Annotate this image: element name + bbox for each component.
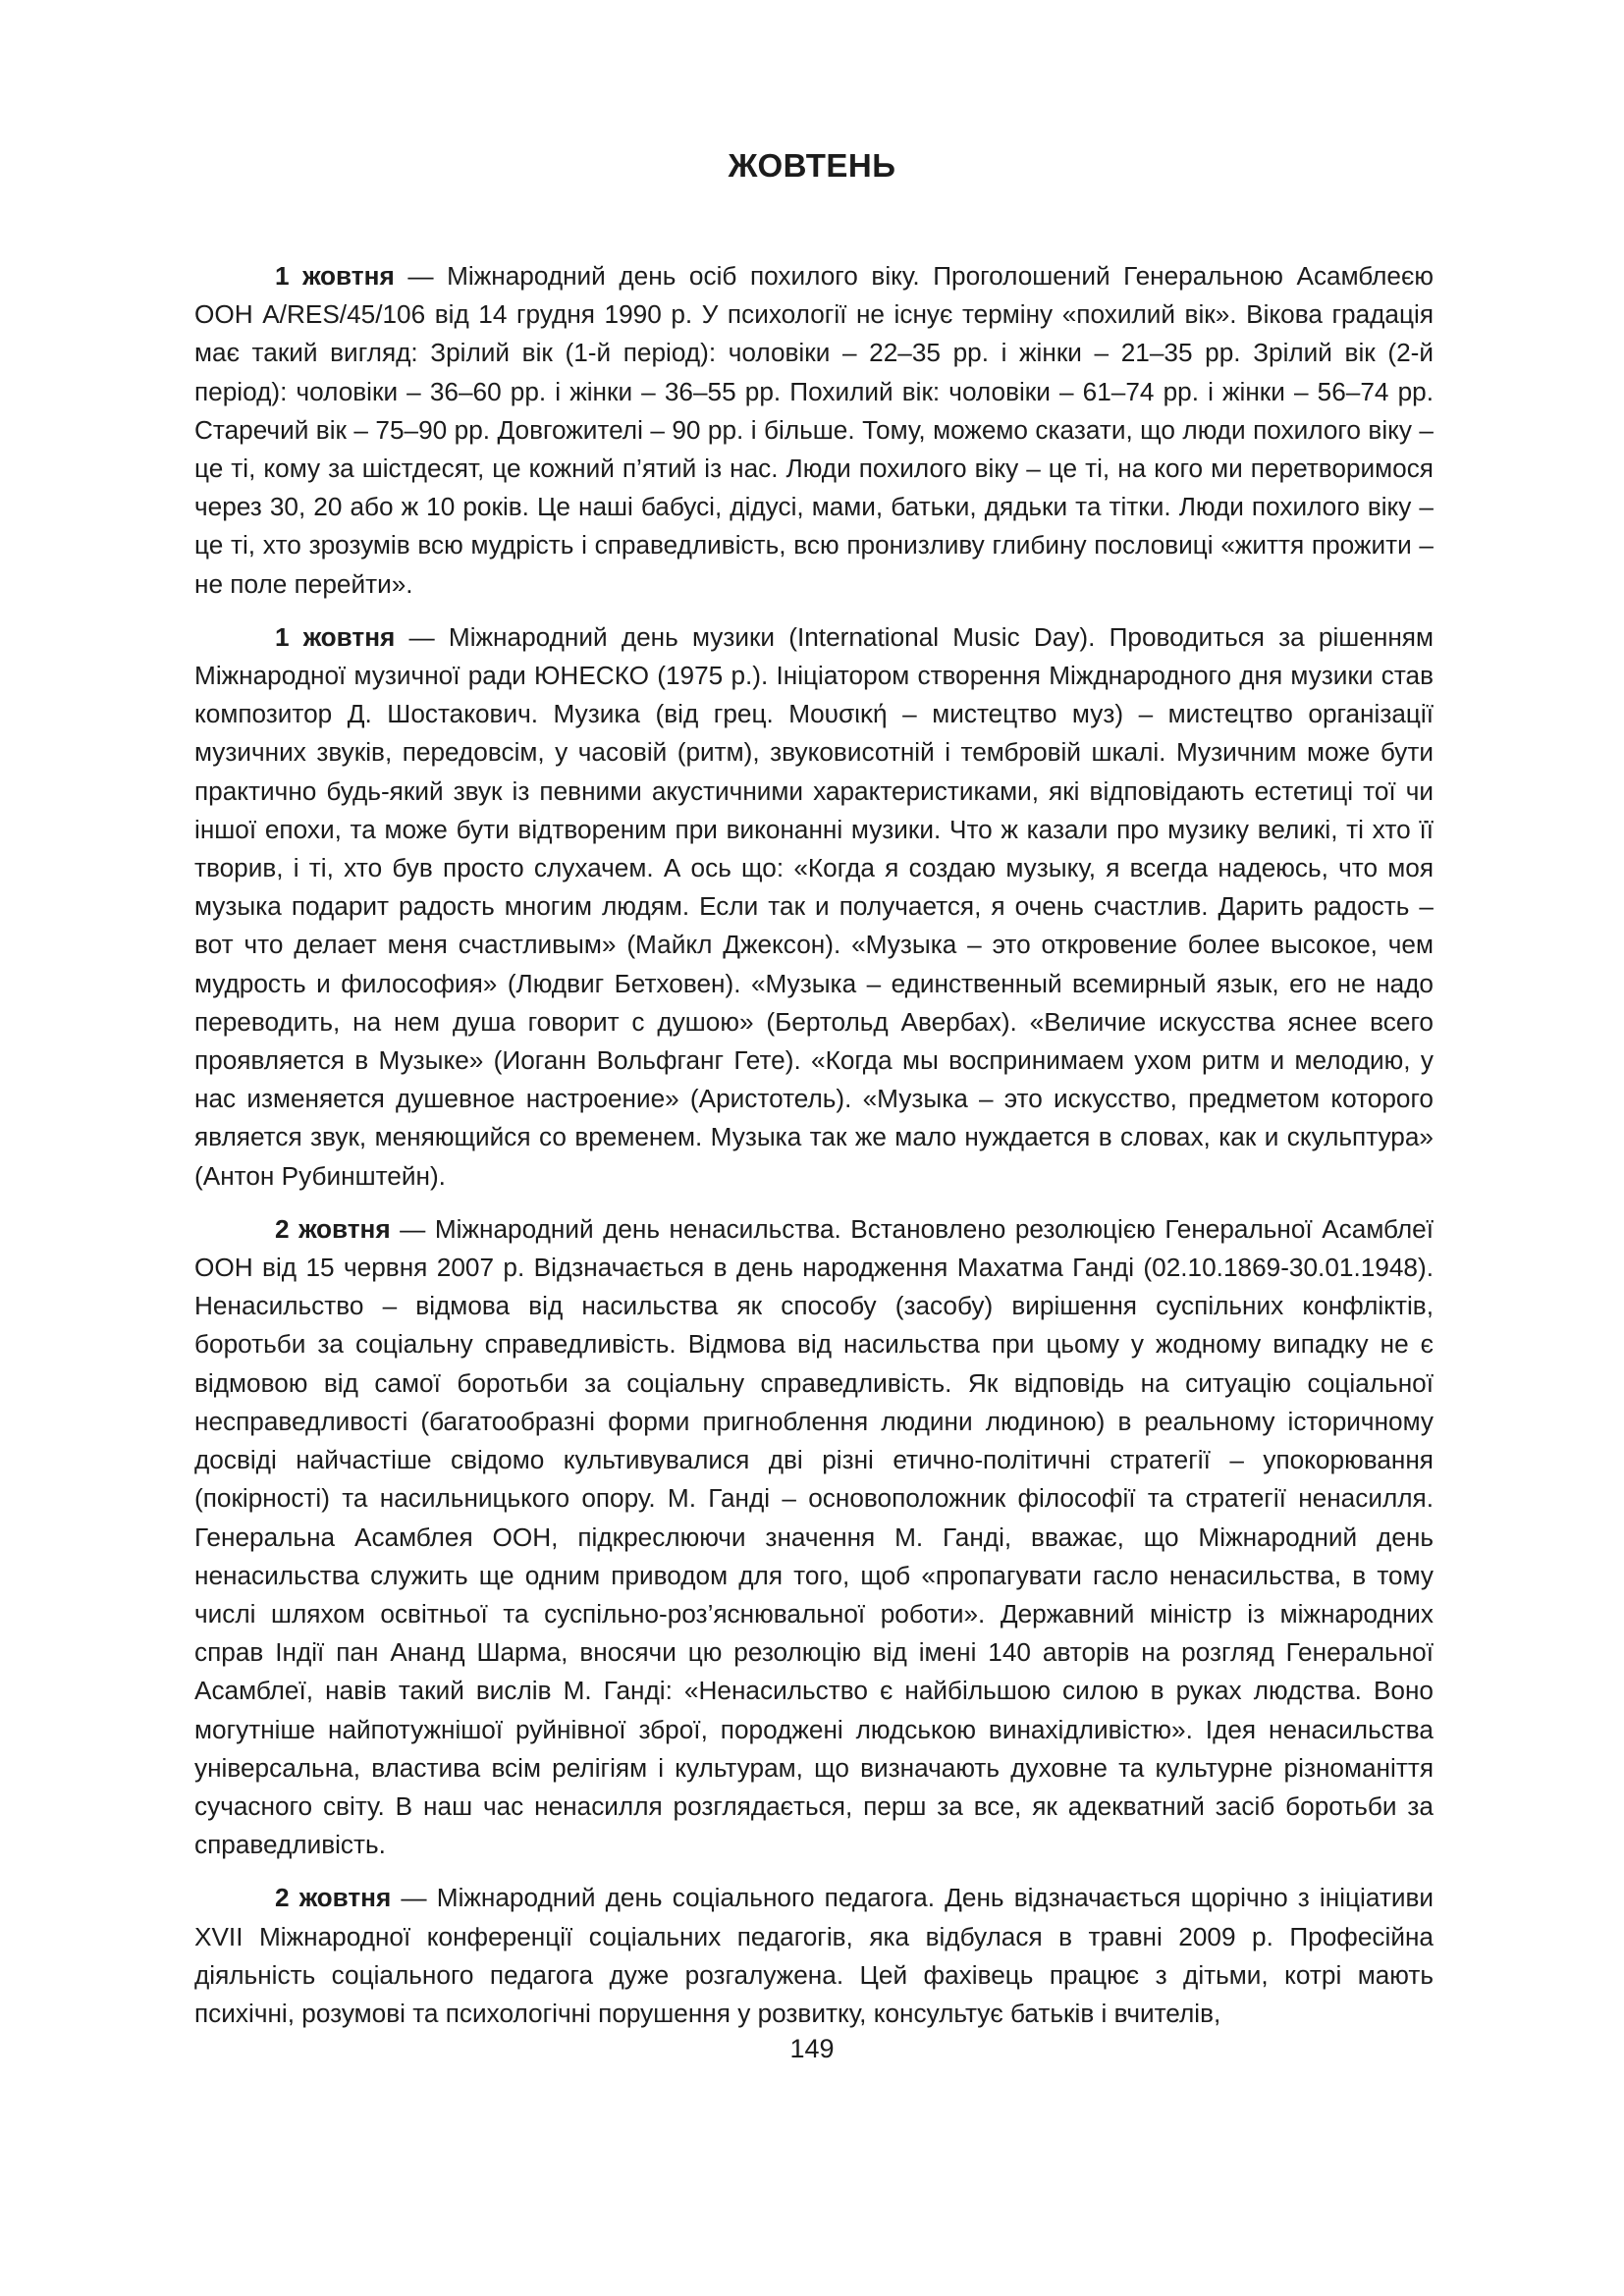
entry-date: 1 жовтня [275,621,396,652]
entry-social-pedagogue-day [194,1879,1434,2033]
entry-text: — Міжнародний день ненасильства. Встановлено резолюцією Генеральної Асамблеї ООН від 15 червня 2007 р. Відзначається в день народження Махатма Ганді (02.10.1869-30.01.1948). Ненасильство – відмова від насильства як способу (засобу) вирішення суспільних конфліктів, боротьби за соціальну справедливість. Відмова від насильства при цьому у жодному випадку не є відмовою від самої боротьби за соціальну справедливість. Як відповідь на ситуацію соціальної несправедливості (багатообразні форми пригноблення людини людиною) в реальному історичному досвіді найчастіше свідомо культивувалися дві різні етично-політичні стратегії – упокорювання (покірності) та насильницького опору. М. Ганді – основоположник філософії та стратегії ненасилля. Генеральна Асамблея ООН, підкреслюючи значення М. Ганді, вважає, що Міжнародний день ненасильства служить ще одним приводом для того, щоб «пропагувати гасло ненасильства, в тому числі шляхом освітньої та суспільно-роз’яснювальної роботи». Державний міністр із міжнародних справ Індії пан Ананд Шарма, вносячи цю резолюцію від імені 140 авторів на розгляд Генеральної Асамблеї, навів такий вислів М. Ганді: «Ненасильство є найбільшою силою в руках людства. Воно могутніше найпотужнішої руйнівної зброї, породжені людською винахідливістю». Ідея ненасильства універсальна, властива всім релігіям і культурам, що визначають духовне та культурне різноманіття сучасного світу. В наш час ненасилля розглядається, перш за все, як адекватний засіб боротьби за справедливість. [194,1213,1434,1860]
page-number: 149 [789,2034,835,2063]
entry-international-day-of-older-persons [194,257,1434,604]
entry-date: 2 жовтня [275,1883,392,1913]
entry-date: 1 жовтня [275,261,395,291]
entry-text: — Міжнародний день музики (International Music Day). Проводиться за рішенням Міжнародної музичної ради ЮНЕСКО (1975 р.). Ініціатором створення Міжднародного дня музики став композитор Д. Шостакович. Музика (від грец. Μουσική – мистецтво муз) – мистецтво організації музичних звуків, передовсім, у часовій (ритм), звуковисотній і тембровій шкалі. Музичним може бути практично будь-який звук із певними акустичними характеристиками, які відповідають естетиці тої чи іншої епохи, та може бути відтвореним при виконанні музики. Что ж казали про музику великі, ті хто її творив, і ті, хто був просто слухачем. А ось що: «Когда я создаю музыку, я всегда надеюсь, что моя музыка подарит радость многим людям. Если так и получается, я очень счастлив. Дарить радость – вот что делает меня счастливым» (Майкл Джексон). «Музыка – это откровение более высокое, чем мудрость и философия» (Людвиг Бетховен). «Музыка – единственный всемирный язык, его не надо переводить, на нем душа говорит с душою» (Бертольд Авербах). «Величие искусства яснее всего проявляется в Музыке» (Иоганн Вольфганг Гете). «Когда мы воспринимаем ухом ритм и мелодию, у нас изменяется душевное настроение» (Аристотель). «Музыка – это искусство, предметом которого является звук, меняющийся со временем. Музыка так же мало нуждается в словах, как и скульптура» (Антон Рубинштейн). [194,621,1434,1191]
page-content [194,257,1434,2048]
entry-text: — Міжнародний день осіб похилого віку. Проголошений Генеральною Асамблеєю ООН A/RES/45/106 від 14 грудня 1990 р. У психології не існує терміну «похилий вік». Вікова градація має такий вигляд: Зрілий вік (1-й період): чоловіки – 22–35 рр. і жінки – 21–35 рр. Зрілий вік (2-й період): чоловіки – 36–60 рр. і жінки – 36–55 рр. Похилий вік: чоловіки – 61–74 рр. і жінки – 56–74 рр. Старечий вік – 75–90 рр. Довгожителі – 90 рр. і більше. Тому, можемо сказати, що люди похилого віку – це ті, кому за шістдесят, це кожний п’ятий із нас. Люди похилого віку – це ті, на кого ми перетворимося через 30, 20 або ж 10 років. Це наші бабусі, дідусі, мами, батьки, дядьки та тітки. Люди похилого віку – це ті, хто зрозумів всю мудрість і справедливість, всю пронизливу глибину пословиці «життя прожити – не поле перейти». [194,261,1434,599]
entry-text: — Міжнародний день соціального педагога. День відзначається щорічно з ініціативи XVII Міжнародної конференції соціальних педагогів, яка відбулася в травні 2009 р. Професійна діяльність соціального педагога дуже розгалужена. Цей фахівець працює з дітьми, котрі мають психічні, розумові та психологічні порушення у розвитку, консультує батьків і вчителів, [194,1883,1434,2028]
entry-international-music-day [194,618,1434,1196]
entry-date: 2 жовтня [275,1213,391,1244]
entry-international-day-of-non-violence [194,1210,1434,1864]
page-title: ЖОВТЕНЬ [728,147,896,184]
